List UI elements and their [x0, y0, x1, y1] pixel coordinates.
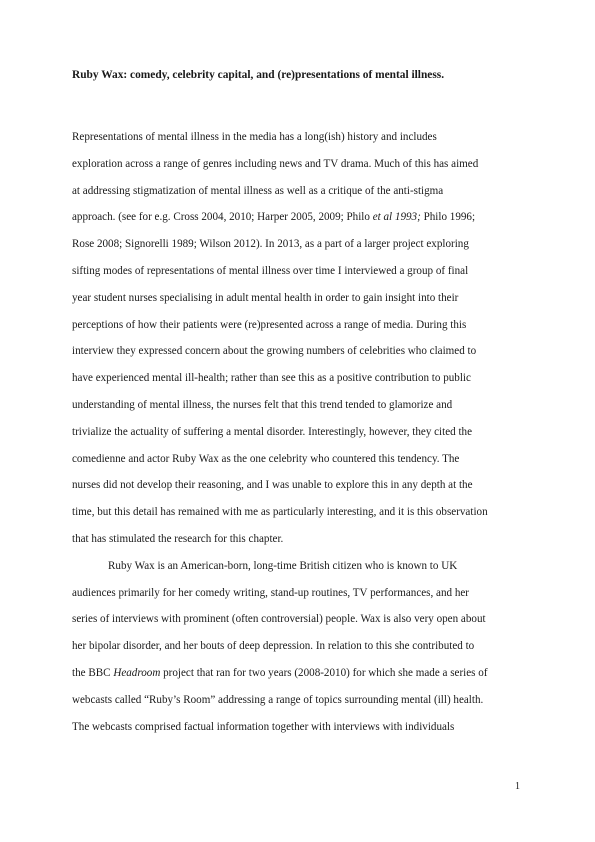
page-number: 1: [515, 781, 520, 792]
paragraph-line: series of interviews with prominent (often controversial) people. Wax is also very open about: [72, 613, 486, 626]
paragraph-line: trivialize the actuality of suffering a mental disorder. Interestingly, however, they cited the: [72, 425, 473, 438]
paragraph-line: [72, 660, 532, 687]
paragraph-line: Representations of mental illness in the media has a long(ish) history and includes: [72, 131, 437, 143]
bbc-text: the BBC: [72, 666, 114, 679]
paragraph-line: time, but this detail has remained with me as particularly interesting, and it is this observation: [72, 506, 488, 519]
paragraph-line: at addressing stigmatization of mental illness as well as a critique of the anti-stigma: [72, 184, 444, 197]
italic-citation: et al 1993;: [372, 211, 421, 224]
paragraph-line: understanding of mental illness, the nurses felt that this trend tended to glamorize and: [72, 398, 453, 411]
document-title: Ruby Wax: comedy, celebrity capital, and (re)presentations of mental illness.: [72, 69, 445, 81]
paragraph-line: that has stimulated the research for this chapter.: [72, 532, 284, 545]
citation-text-tail: Philo 1996;: [420, 211, 476, 224]
paragraph-line: nurses did not develop their reasoning, and I was unable to explore this in any depth at the: [72, 479, 473, 492]
italic-headroom: Headroom: [113, 666, 161, 679]
paragraph-line: audiences primarily for her comedy writing, stand-up routines, TV performances, and her: [72, 586, 469, 599]
paragraph-line: perceptions of how their patients were (re)presented across a range of media. During this: [72, 318, 467, 331]
paragraph-line: exploration across a range of genres including news and TV drama. Much of this has aimed: [72, 157, 479, 170]
paragraph-line: year student nurses specialising in adult mental health in order to gain insight into their: [72, 291, 459, 304]
paragraph-first-line: Ruby Wax is an American-born, long-time British citizen who is known to UK: [108, 559, 458, 572]
paragraph-line: sifting modes of representations of mental illness over time I interviewed a group of final: [72, 264, 469, 277]
body-text: [72, 124, 532, 740]
paragraph-line: webcasts called “Ruby’s Room” addressing a range of topics surrounding mental (ill) health.: [72, 693, 484, 706]
paragraph-line: The webcasts comprised factual information together with interviews with individuals: [72, 720, 455, 733]
citation-text: approach. (see for e.g. Cross 2004, 2010; Harper 2005, 2009; Philo: [72, 211, 373, 224]
project-text-tail: project that ran for two years (2008-2010) for which she made a series of: [160, 666, 488, 679]
paragraph-line: [72, 553, 532, 580]
paragraph-line: comedienne and actor Ruby Wax as the one celebrity who countered this tendency. The: [72, 452, 460, 465]
paragraph-line: interview they expressed concern about the growing numbers of celebrities who claimed to: [72, 345, 477, 358]
paragraph-line: have experienced mental ill-health; rather than see this as a positive contribution to public: [72, 372, 471, 385]
paragraph-line: her bipolar disorder, and her bouts of deep depression. In relation to this she contributed to: [72, 640, 475, 653]
paragraph-line: Rose 2008; Signorelli 1989; Wilson 2012). In 2013, as a part of a larger project exploring: [72, 238, 469, 251]
paragraph-line: [72, 204, 532, 231]
